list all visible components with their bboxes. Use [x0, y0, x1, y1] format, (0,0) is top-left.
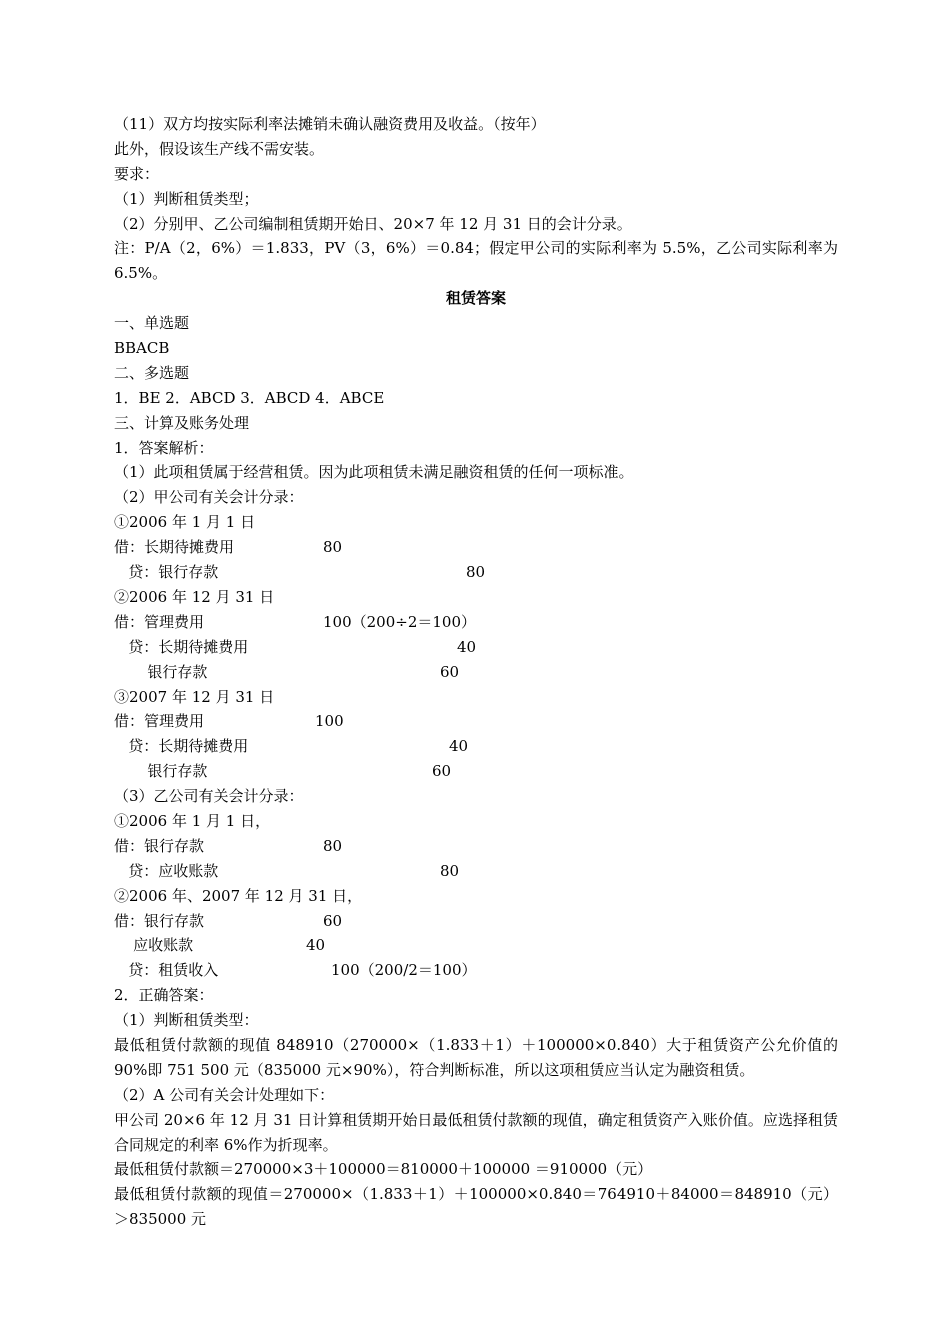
text-line: 最低租赁付款额＝270000×3＋100000＝810000＋100000 ＝910000（元） [114, 1160, 653, 1179]
text-line: （2）A 公司有关会计处理如下： [114, 1085, 335, 1104]
text-line: （1）判断租赁类型； [114, 189, 259, 208]
text-line: BBACB [114, 339, 170, 358]
entry-account: 借：银行存款 [114, 836, 205, 855]
entry-account: 贷：长期待摊费用 [114, 637, 249, 656]
entry-amount: 80 [440, 861, 460, 880]
entry-amount: 40 [449, 737, 469, 756]
entry-amount: 100（200/2＝100） [331, 961, 477, 980]
text-line: ③2007 年 12 月 31 日 [114, 687, 275, 706]
entry-amount: 60 [432, 762, 452, 781]
text-line: 1．答案解析： [114, 438, 214, 457]
journal-entry-row [114, 933, 838, 958]
text-line: ①2006 年 1 月 1 日 [114, 513, 256, 532]
text-line: 要求： [114, 164, 160, 183]
entry-account: 贷：租赁收入 [114, 961, 219, 980]
text-line: ②2006 年、2007 年 12 月 31 日， [114, 886, 363, 905]
paragraph: 最低租赁付款额的现值 848910（270000×（1.833＋1）＋100000×0.840）大于租赁资产公允价值的 90%即 751 500 元（835000 元×90%），符合判断标准，所以这项租赁应当认定为融资租赁。 [114, 1035, 838, 1079]
entry-amount: 80 [323, 836, 343, 855]
text-line: （2）甲公司有关会计分录： [114, 488, 304, 507]
text-line: ①2006 年 1 月 1 日， [114, 811, 271, 830]
text-line: （1）判断租赁类型： [114, 1011, 259, 1030]
entry-account: 借：管理费用 [114, 612, 205, 631]
note-paragraph: 注：P/A（2，6%）＝1.833，PV（3，6%）＝0.84；假定甲公司的实际利率为 5.5%，乙公司实际利率为 6.5%。 [114, 239, 838, 283]
entry-amount: 80 [323, 538, 343, 557]
journal-entry-row [114, 560, 838, 585]
entry-account: 银行存款 [114, 662, 208, 681]
journal-entry-row [114, 909, 838, 934]
entry-account: 贷：应收账款 [114, 861, 219, 880]
entry-account: 贷：银行存款 [114, 563, 219, 582]
text-line: ②2006 年 12 月 31 日 [114, 587, 275, 606]
entry-amount: 60 [440, 662, 460, 681]
text-line: 1．BE 2．ABCD 3．ABCD 4．ABCE [114, 388, 385, 407]
journal-entry-row [114, 958, 838, 983]
section-title: 租赁答案 [445, 289, 506, 308]
journal-entry-row [114, 759, 838, 784]
text-line: 2．正确答案： [114, 986, 214, 1005]
entry-amount: 100 [315, 712, 344, 731]
entry-amount: 40 [306, 936, 326, 955]
text-line: （1）此项租赁属于经营租赁。因为此项租赁未满足融资租赁的任何一项标准。 [114, 463, 634, 482]
entry-amount: 80 [466, 563, 486, 582]
journal-entry-row [114, 535, 838, 560]
entry-account: 银行存款 [114, 762, 208, 781]
text-line: （11）双方均按实际利率法摊销未确认融资费用及收益。（按年） [114, 115, 546, 133]
text-line: （2）分别甲、乙公司编制租赁期开始日、20×7 年 12 月 31 日的会计分录。 [114, 214, 632, 233]
entry-account: 借：管理费用 [114, 712, 205, 731]
text-line: （3）乙公司有关会计分录： [114, 787, 304, 806]
entry-amount: 40 [457, 637, 477, 656]
journal-entry-row [114, 859, 838, 884]
journal-entry-row [114, 734, 838, 759]
journal-entry-row [114, 709, 838, 734]
text-line: 三、计算及账务处理 [114, 413, 250, 432]
entry-account: 借：银行存款 [114, 911, 205, 930]
paragraph: 甲公司 20×6 年 12 月 31 日计算租赁期开始日最低租赁付款额的现值，确定租赁资产入账价值。应选择租赁合同规定的利率 6%作为折现率。 [114, 1110, 838, 1154]
entry-account: 贷：长期待摊费用 [114, 737, 249, 756]
journal-entry-row [114, 635, 838, 660]
journal-entry-row [114, 834, 838, 859]
text-line: 一、单选题 [114, 314, 190, 333]
entry-account: 应收账款 [114, 936, 194, 955]
text-line: 此外，假设该生产线不需安装。 [114, 139, 325, 158]
entry-account: 借：长期待摊费用 [114, 538, 235, 557]
text-line: 二、多选题 [114, 363, 190, 382]
journal-entry-row [114, 610, 838, 635]
paragraph: 最低租赁付款额的现值＝270000×（1.833＋1）＋100000×0.840＝764910＋84000＝848910（元）＞835000 元 [114, 1185, 838, 1229]
entry-amount: 100（200÷2＝100） [323, 612, 477, 631]
entry-amount: 60 [323, 911, 343, 930]
document-page [114, 112, 838, 1232]
journal-entry-row [114, 660, 838, 685]
